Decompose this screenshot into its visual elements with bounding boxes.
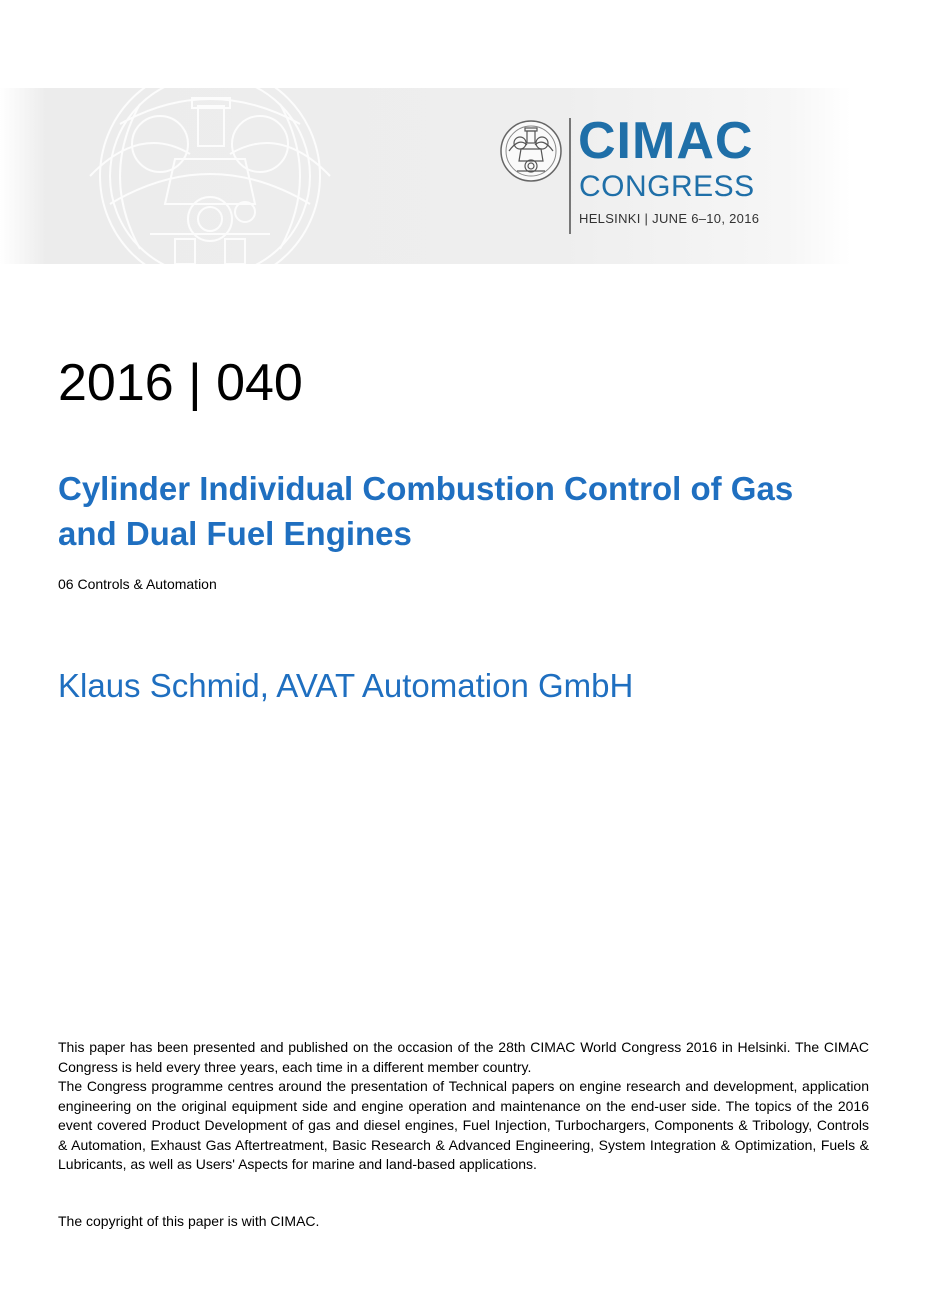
notice-paragraph-2: The Congress programme centres around the presentation of Technical papers on engine research and development, application engineering on the original equipment side and engine operation and maintenance on the end-user side. The topics of the 2016 event covered Product Development of gas and diesel engines, Fuel Injection, Turbochargers, Components & Tribology, Controls & Automation, Exhaust Gas Aftertreatment, Basic Research & Advanced Engineering, System Integration & Optimization, Fuels & Lubricants, as well as Users' Aspects for marine and land-based applications. (58, 1078, 869, 1172)
cimac-congress-logo (499, 112, 799, 238)
logo-place-date: HELSINKI | JUNE 6–10, 2016 (579, 211, 760, 226)
notice-paragraph-1: This paper has been presented and published on the occasion of the 28th CIMAC World Congress 2016 in Helsinki. The CIMAC Congress is held every three years, each time in a different member country. (58, 1039, 869, 1075)
banner-engine-emblem (80, 84, 340, 266)
paper-number: 2016 | 040 (58, 354, 303, 412)
cimac-seal-icon (499, 119, 563, 183)
paper-author: Klaus Schmid, AVAT Automation GmbH (58, 667, 634, 704)
logo-wordmark: CIMAC (578, 112, 754, 170)
logo-divider (569, 118, 571, 234)
paper-title: Cylinder Individual Combustion Control of Gas and Dual Fuel Engines (58, 470, 794, 552)
congress-notice (58, 1038, 869, 1175)
paper-topic: 06 Controls & Automation (58, 576, 217, 592)
logo-subtitle: CONGRESS (579, 170, 755, 203)
copyright-note: The copyright of this paper is with CIMAC. (58, 1213, 320, 1229)
